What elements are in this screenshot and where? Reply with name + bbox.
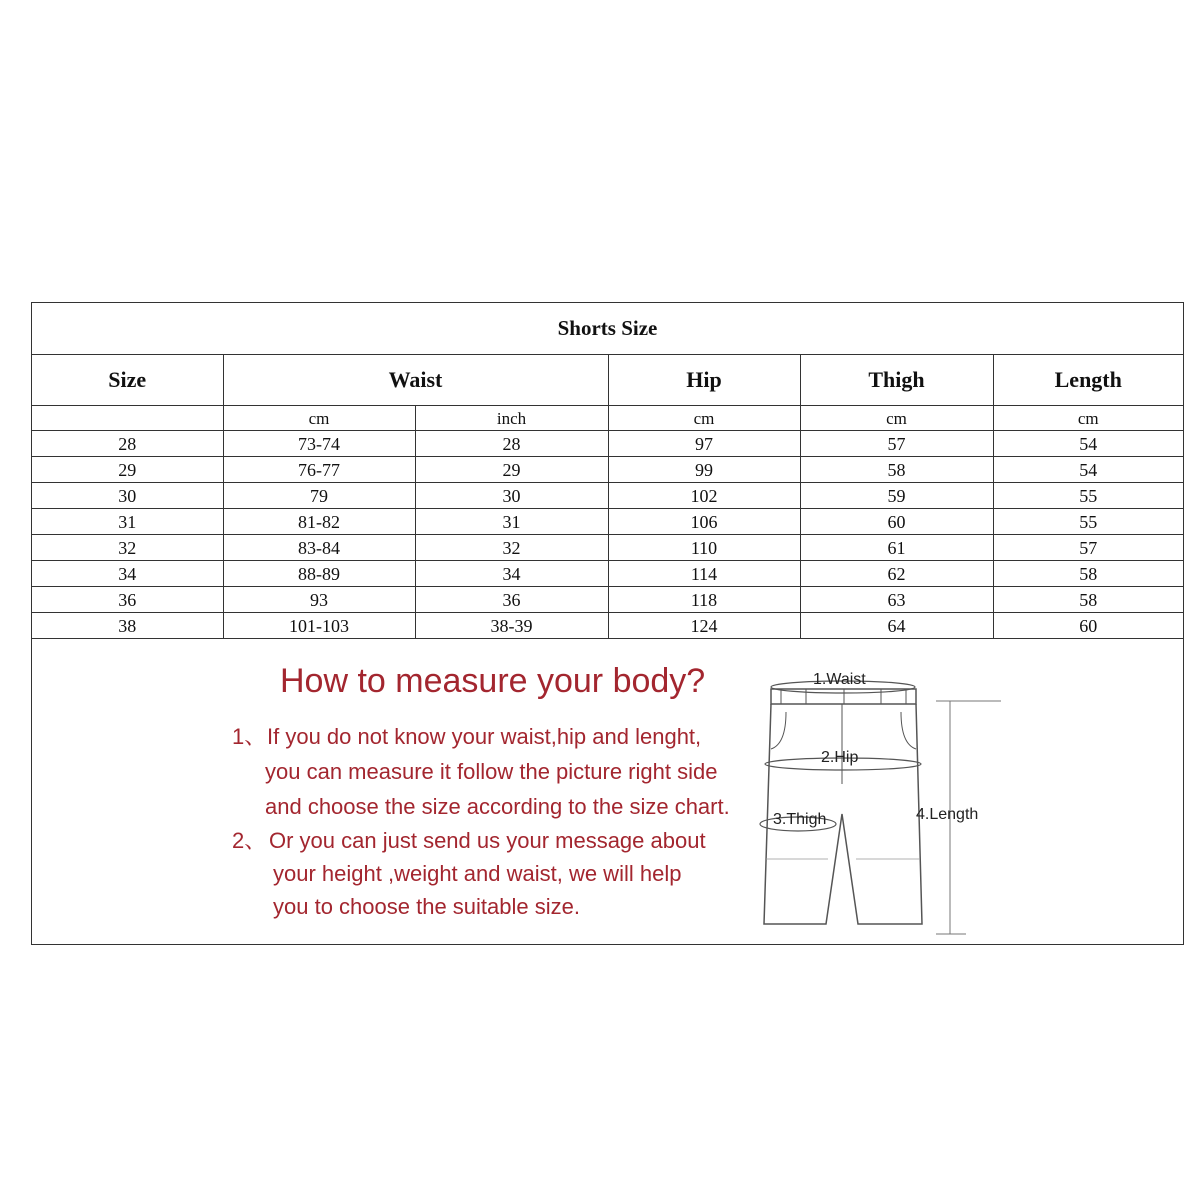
table-cell: 60	[800, 509, 993, 535]
table-row	[32, 457, 1183, 483]
shorts-diagram	[756, 654, 1016, 939]
table-cell: 58	[993, 587, 1183, 613]
table-cell: 124	[608, 613, 800, 639]
step-line: you to choose the suitable size.	[273, 894, 580, 919]
table-title: Shorts Size	[32, 303, 1183, 355]
table-row	[32, 613, 1183, 639]
step-line: and choose the size according to the size chart.	[265, 794, 730, 819]
table-cell: 31	[415, 509, 608, 535]
table-cell: 36	[32, 587, 223, 613]
table-cell: 57	[993, 535, 1183, 561]
table-cell: 54	[993, 457, 1183, 483]
header-size: Size	[32, 355, 223, 406]
table-cell: 97	[608, 431, 800, 457]
table-cell: 54	[993, 431, 1183, 457]
label-waist: 1.Waist	[813, 671, 866, 688]
table-cell: 102	[608, 483, 800, 509]
table-body	[32, 431, 1183, 639]
table-row	[32, 483, 1183, 509]
table-cell: 73-74	[223, 431, 415, 457]
title-row	[32, 303, 1183, 355]
header-hip: Hip	[608, 355, 800, 406]
table-cell: 30	[415, 483, 608, 509]
table-cell: 62	[800, 561, 993, 587]
table-cell: 93	[223, 587, 415, 613]
table-cell: 99	[608, 457, 800, 483]
guide-title: How to measure your body?	[280, 662, 706, 700]
table-cell: 36	[415, 587, 608, 613]
table-cell: 59	[800, 483, 993, 509]
table-row	[32, 587, 1183, 613]
step-number: 1、	[232, 724, 267, 749]
size-table	[32, 303, 1183, 639]
table-cell: 83-84	[223, 535, 415, 561]
table-cell: 57	[800, 431, 993, 457]
table-cell: 29	[415, 457, 608, 483]
table-cell: 81-82	[223, 509, 415, 535]
guide-step-1	[232, 719, 730, 824]
table-cell: 30	[32, 483, 223, 509]
table-cell: 34	[32, 561, 223, 587]
table-cell: 31	[32, 509, 223, 535]
table-cell: 64	[800, 613, 993, 639]
label-thigh: 3.Thigh	[773, 811, 827, 828]
step-line: your height ,weight and waist, we will help	[273, 861, 682, 886]
table-cell: 32	[32, 535, 223, 561]
table-cell: 110	[608, 535, 800, 561]
table-cell: 61	[800, 535, 993, 561]
header-waist: Waist	[223, 355, 608, 406]
table-cell: 55	[993, 483, 1183, 509]
table-cell: 38	[32, 613, 223, 639]
step-line: Or you can just send us your message about	[269, 828, 706, 853]
measure-guide	[32, 644, 1183, 944]
table-row	[32, 561, 1183, 587]
unit-cell: cm	[608, 406, 800, 431]
table-cell: 106	[608, 509, 800, 535]
table-cell: 79	[223, 483, 415, 509]
unit-cell: cm	[993, 406, 1183, 431]
table-row	[32, 509, 1183, 535]
table-cell: 63	[800, 587, 993, 613]
table-cell: 28	[32, 431, 223, 457]
header-row	[32, 355, 1183, 406]
table-row	[32, 535, 1183, 561]
unit-row	[32, 406, 1183, 431]
header-length: Length	[993, 355, 1183, 406]
size-chart	[31, 302, 1184, 945]
header-thigh: Thigh	[800, 355, 993, 406]
unit-cell	[32, 406, 223, 431]
table-cell: 55	[993, 509, 1183, 535]
table-cell: 118	[608, 587, 800, 613]
label-hip: 2.Hip	[821, 749, 859, 766]
table-cell: 29	[32, 457, 223, 483]
guide-step-2	[232, 824, 706, 923]
step-line: you can measure it follow the picture right side	[265, 759, 718, 784]
table-cell: 32	[415, 535, 608, 561]
table-cell: 34	[415, 561, 608, 587]
unit-cell: cm	[223, 406, 415, 431]
table-cell: 60	[993, 613, 1183, 639]
table-cell: 114	[608, 561, 800, 587]
table-cell: 76-77	[223, 457, 415, 483]
step-line: If you do not know your waist,hip and lenght,	[267, 724, 702, 749]
table-row	[32, 431, 1183, 457]
table-cell: 58	[993, 561, 1183, 587]
step-number: 2、	[232, 828, 267, 853]
unit-cell: cm	[800, 406, 993, 431]
table-cell: 38-39	[415, 613, 608, 639]
table-cell: 88-89	[223, 561, 415, 587]
label-length: 4.Length	[916, 806, 979, 823]
table-cell: 58	[800, 457, 993, 483]
table-cell: 28	[415, 431, 608, 457]
table-cell: 101-103	[223, 613, 415, 639]
unit-cell: inch	[415, 406, 608, 431]
